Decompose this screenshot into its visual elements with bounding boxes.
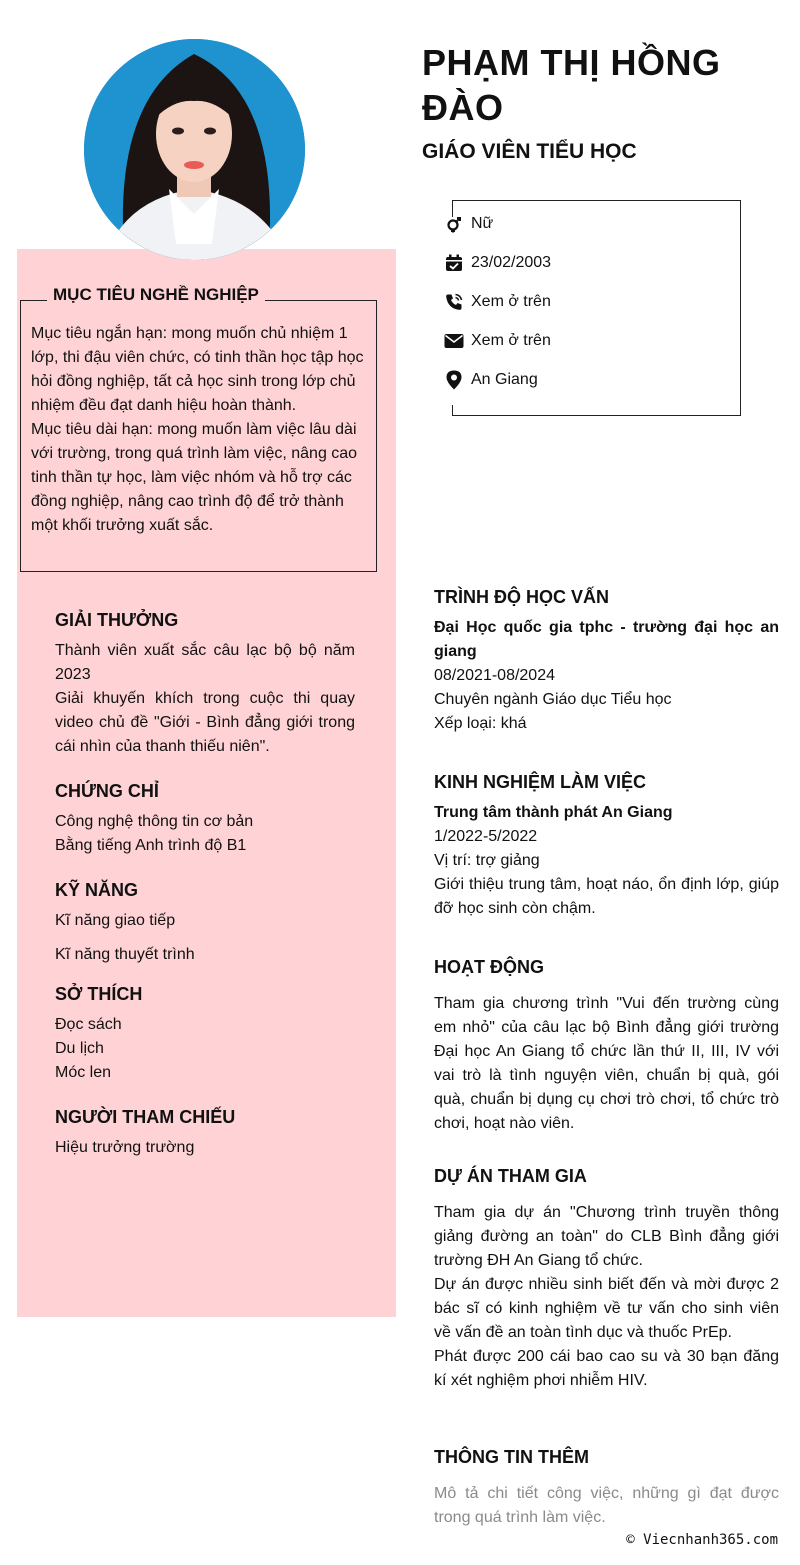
candidate-name: PHẠM THỊ HỒNG ĐÀO (422, 42, 721, 128)
hobbies-section (55, 984, 355, 1085)
activities-text: Tham gia chương trình "Vui đến trường cùng em nhỏ" của câu lạc bộ Bình đẳng giới trường Đại học An Giang tổ chức lần thứ II, III, IV với vai trò là tình nguyện viên, chuẩn bị quà, gói quà, chuẩn bị dụng cụ chơi trò chơi, tổ chức trò chơi, hoạt nào viên. (434, 995, 779, 1132)
experience-description: Giới thiệu trung tâm, hoạt náo, ổn định lớp, giúp đỡ học sinh còn chậm. (434, 876, 779, 917)
extra-info-section (434, 1447, 779, 1530)
contact-box (452, 200, 741, 416)
hobby-item: Đọc sách (55, 1016, 122, 1033)
contact-birthday (443, 251, 551, 275)
gender-icon (443, 213, 465, 235)
awards-title: GIẢI THƯỞNG (55, 610, 179, 630)
phone-icon (443, 291, 465, 313)
award-item: Thành viên xuất sắc câu lạc bộ bộ năm 2023 (55, 642, 355, 683)
projects-section (434, 1166, 779, 1393)
education-major: Chuyên ngành Giáo dục Tiểu học (434, 691, 672, 708)
activities-section (434, 957, 779, 1136)
career-objective (20, 285, 377, 572)
certificates-section (55, 781, 355, 858)
education-title: TRÌNH ĐỘ HỌC VẤN (434, 587, 609, 607)
certificate-item: Bằng tiếng Anh trình độ B1 (55, 837, 247, 854)
certificates-title: CHỨNG CHỈ (55, 781, 159, 801)
contact-phone (443, 290, 551, 314)
award-item: Giải khuyến khích trong cuộc thi quay video chủ đề "Giới - Bình đẳng giới trong cái nhìn của thanh thiếu niên". (55, 690, 355, 755)
birthday-value: 23/02/2003 (471, 254, 552, 271)
project-item: Tham gia dự án "Chương trình truyền thông giảng đường an toàn" do CLB Bình đẳng giới trường ĐH An Giang tổ chức. (434, 1204, 779, 1269)
contact-address (443, 368, 538, 392)
hobbies-title: SỞ THÍCH (55, 984, 143, 1004)
address-value: An Giang (471, 371, 538, 388)
experience-company: Trung tâm thành phát An Giang (434, 804, 673, 821)
footer-copyright[interactable]: © Viecnhanh365.com (626, 1532, 778, 1548)
education-grade: Xếp loại: khá (434, 715, 527, 732)
phone-value: Xem ở trên (471, 293, 551, 310)
certificate-item: Công nghệ thông tin cơ bản (55, 813, 254, 830)
objective-text: Mục tiêu ngắn hạn: mong muốn chủ nhiệm 1 lớp, thi đậu viên chức, có tinh thần học tập học hỏi đồng nghiệp, tất cả học sinh trong lớp chủ nhiệm đều đạt danh hiệu hoàn thành. Mục tiêu dài hạn: mong muốn làm việc lâu dài với trường, trong quá trình làm việc, nâng cao tinh thần tự học, làm việc nhóm và hỗ trợ các đồng nghiệp, nâng cao trình độ để trở thành một khối trưởng xuất sắc. (31, 325, 364, 534)
gender-value: Nữ (471, 215, 494, 232)
awards-section (55, 610, 355, 759)
references-section (55, 1107, 355, 1160)
hobby-item: Du lịch (55, 1040, 104, 1057)
hobby-item: Móc len (55, 1064, 112, 1081)
extra-text: Mô tả chi tiết công việc, những gì đạt được trong quá trình làm việc. (434, 1485, 779, 1526)
skills-title: KỸ NĂNG (55, 880, 139, 900)
project-item: Dự án được nhiều sinh biết đến và mời được 2 bác sĩ có kinh nghiệm về tư vấn cho sinh viên về vấn đề an toàn tình dục và thuốc PrEp. (434, 1276, 779, 1341)
experience-period: 1/2022-5/2022 (434, 828, 538, 845)
skill-item: Kĩ năng giao tiếp (55, 912, 176, 929)
contact-gender (443, 212, 493, 236)
job-title: GIÁO VIÊN TIỂU HỌC (422, 140, 637, 163)
projects-title: DỰ ÁN THAM GIA (434, 1166, 587, 1186)
extra-title: THÔNG TIN THÊM (434, 1447, 589, 1467)
references-text: Hiệu trưởng trường (55, 1139, 195, 1156)
avatar (84, 39, 305, 260)
skill-item: Kĩ năng thuyết trình (55, 946, 195, 963)
activities-title: HOẠT ĐỘNG (434, 957, 544, 977)
experience-section (434, 772, 779, 921)
email-icon (443, 330, 465, 352)
education-school: Đại Học quốc gia tphc - trường đại học an giang (434, 619, 779, 660)
email-value: Xem ở trên (471, 332, 551, 349)
education-section (434, 587, 779, 736)
experience-title: KINH NGHIỆM LÀM VIỆC (434, 772, 647, 792)
experience-position: Vị trí: trợ giảng (434, 852, 540, 869)
location-icon (443, 369, 465, 391)
skills-section (55, 880, 355, 977)
education-period: 08/2021-08/2024 (434, 667, 555, 684)
calendar-icon (443, 252, 465, 274)
project-item: Phát được 200 cái bao cao su và 30 bạn đăng kí xét nghiệm phơi nhiễm HIV. (434, 1348, 779, 1389)
references-title: NGƯỜI THAM CHIẾU (55, 1107, 236, 1127)
contact-email (443, 329, 551, 353)
objective-title: MỤC TIÊU NGHỀ NGHIỆP (47, 285, 265, 305)
